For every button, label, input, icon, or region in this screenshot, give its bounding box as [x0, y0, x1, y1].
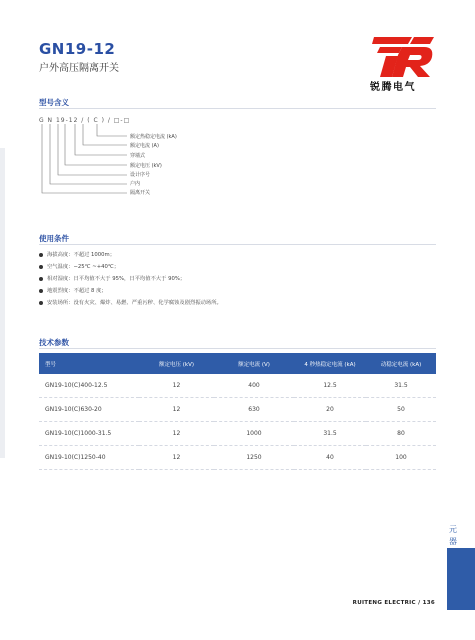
bullet-icon [39, 265, 43, 269]
condition-item: 地震烈度：不超过 8 度； [39, 286, 107, 294]
table-cell: 31.5 [366, 374, 436, 398]
table-cell: GN19-10(C)1000-31.5 [39, 422, 139, 446]
section-divider [39, 108, 436, 109]
tech-section-title: 技术参数 [39, 338, 69, 347]
condition-item: 空气温度：−25℃ ~+40℃； [39, 262, 119, 270]
column-header: 额定电流 (V) [214, 353, 294, 374]
table-cell: 12 [139, 446, 214, 470]
tech-params-table [39, 353, 436, 470]
code-label: 隔离开关 [130, 190, 151, 196]
bullet-icon [39, 289, 43, 293]
table-cell: 80 [366, 422, 436, 446]
brand-logo-icon [372, 33, 436, 81]
column-header: 动稳定电流 (kA) [366, 353, 436, 374]
table-cell: GN19-10(C)400-12.5 [39, 374, 139, 398]
page-title: GN19-12 [39, 40, 116, 58]
table-cell: 40 [294, 446, 366, 470]
column-header: 型号 [39, 353, 139, 374]
condition-item: 海拔高度：不超过 1000m； [39, 250, 115, 258]
table-row [39, 398, 436, 422]
page-subtitle: 户外高压隔离开关 [39, 63, 119, 74]
bullet-icon [39, 277, 43, 281]
table-cell: GN19-10(C)1250-40 [39, 446, 139, 470]
table-cell: 400 [214, 374, 294, 398]
model-code: G N 19-12 / ( C ) / □-□ [39, 117, 131, 124]
left-edge-strip [0, 148, 5, 458]
code-label: 穿墙式 [130, 153, 146, 159]
conditions-section-title: 使用条件 [39, 234, 69, 243]
condition-item: 相对湿度：日平均值不大于 95%，日平均值不大于 90%； [39, 274, 185, 282]
code-label: 额定电压 (kV) [130, 163, 162, 169]
table-row [39, 422, 436, 446]
condition-item: 安装场所：没有火灾、爆炸、易燃、严重污秽、化学腐蚀及剧烈振动场所。 [39, 298, 222, 306]
table-cell: 12.5 [294, 374, 366, 398]
code-label: 设计序号 [130, 172, 151, 178]
section-divider [39, 244, 436, 245]
table-cell: 12 [139, 398, 214, 422]
side-color-bar [447, 548, 475, 610]
code-label: 额定电流 (A) [130, 143, 159, 149]
section-divider [39, 348, 436, 349]
footer-page-label: RUITENG ELECTRIC / 136 [352, 600, 435, 606]
table-cell: 100 [366, 446, 436, 470]
code-label: 户内 [130, 181, 141, 187]
model-section-title: 型号含义 [39, 98, 69, 107]
bullet-icon [39, 253, 43, 257]
table-cell: 12 [139, 422, 214, 446]
table-cell: 1250 [214, 446, 294, 470]
table-cell: GN19-10(C)630-20 [39, 398, 139, 422]
table-row [39, 446, 436, 470]
table-cell: 630 [214, 398, 294, 422]
table-cell: 1000 [214, 422, 294, 446]
table-cell: 31.5 [294, 422, 366, 446]
brand-name: 锐腾电气 [370, 82, 416, 93]
code-label: 额定热稳定电流 (kA) [130, 134, 177, 140]
table-cell: 12 [139, 374, 214, 398]
column-header: 4 秒热稳定电流 (kA) [294, 353, 366, 374]
bullet-icon [39, 301, 43, 305]
side-series-label: 元器 [449, 525, 457, 546]
table-cell: 20 [294, 398, 366, 422]
model-code-diagram [39, 122, 139, 197]
table-header-row [39, 353, 436, 374]
column-header: 额定电压 (kV) [139, 353, 214, 374]
table-cell: 50 [366, 398, 436, 422]
table-row [39, 374, 436, 398]
